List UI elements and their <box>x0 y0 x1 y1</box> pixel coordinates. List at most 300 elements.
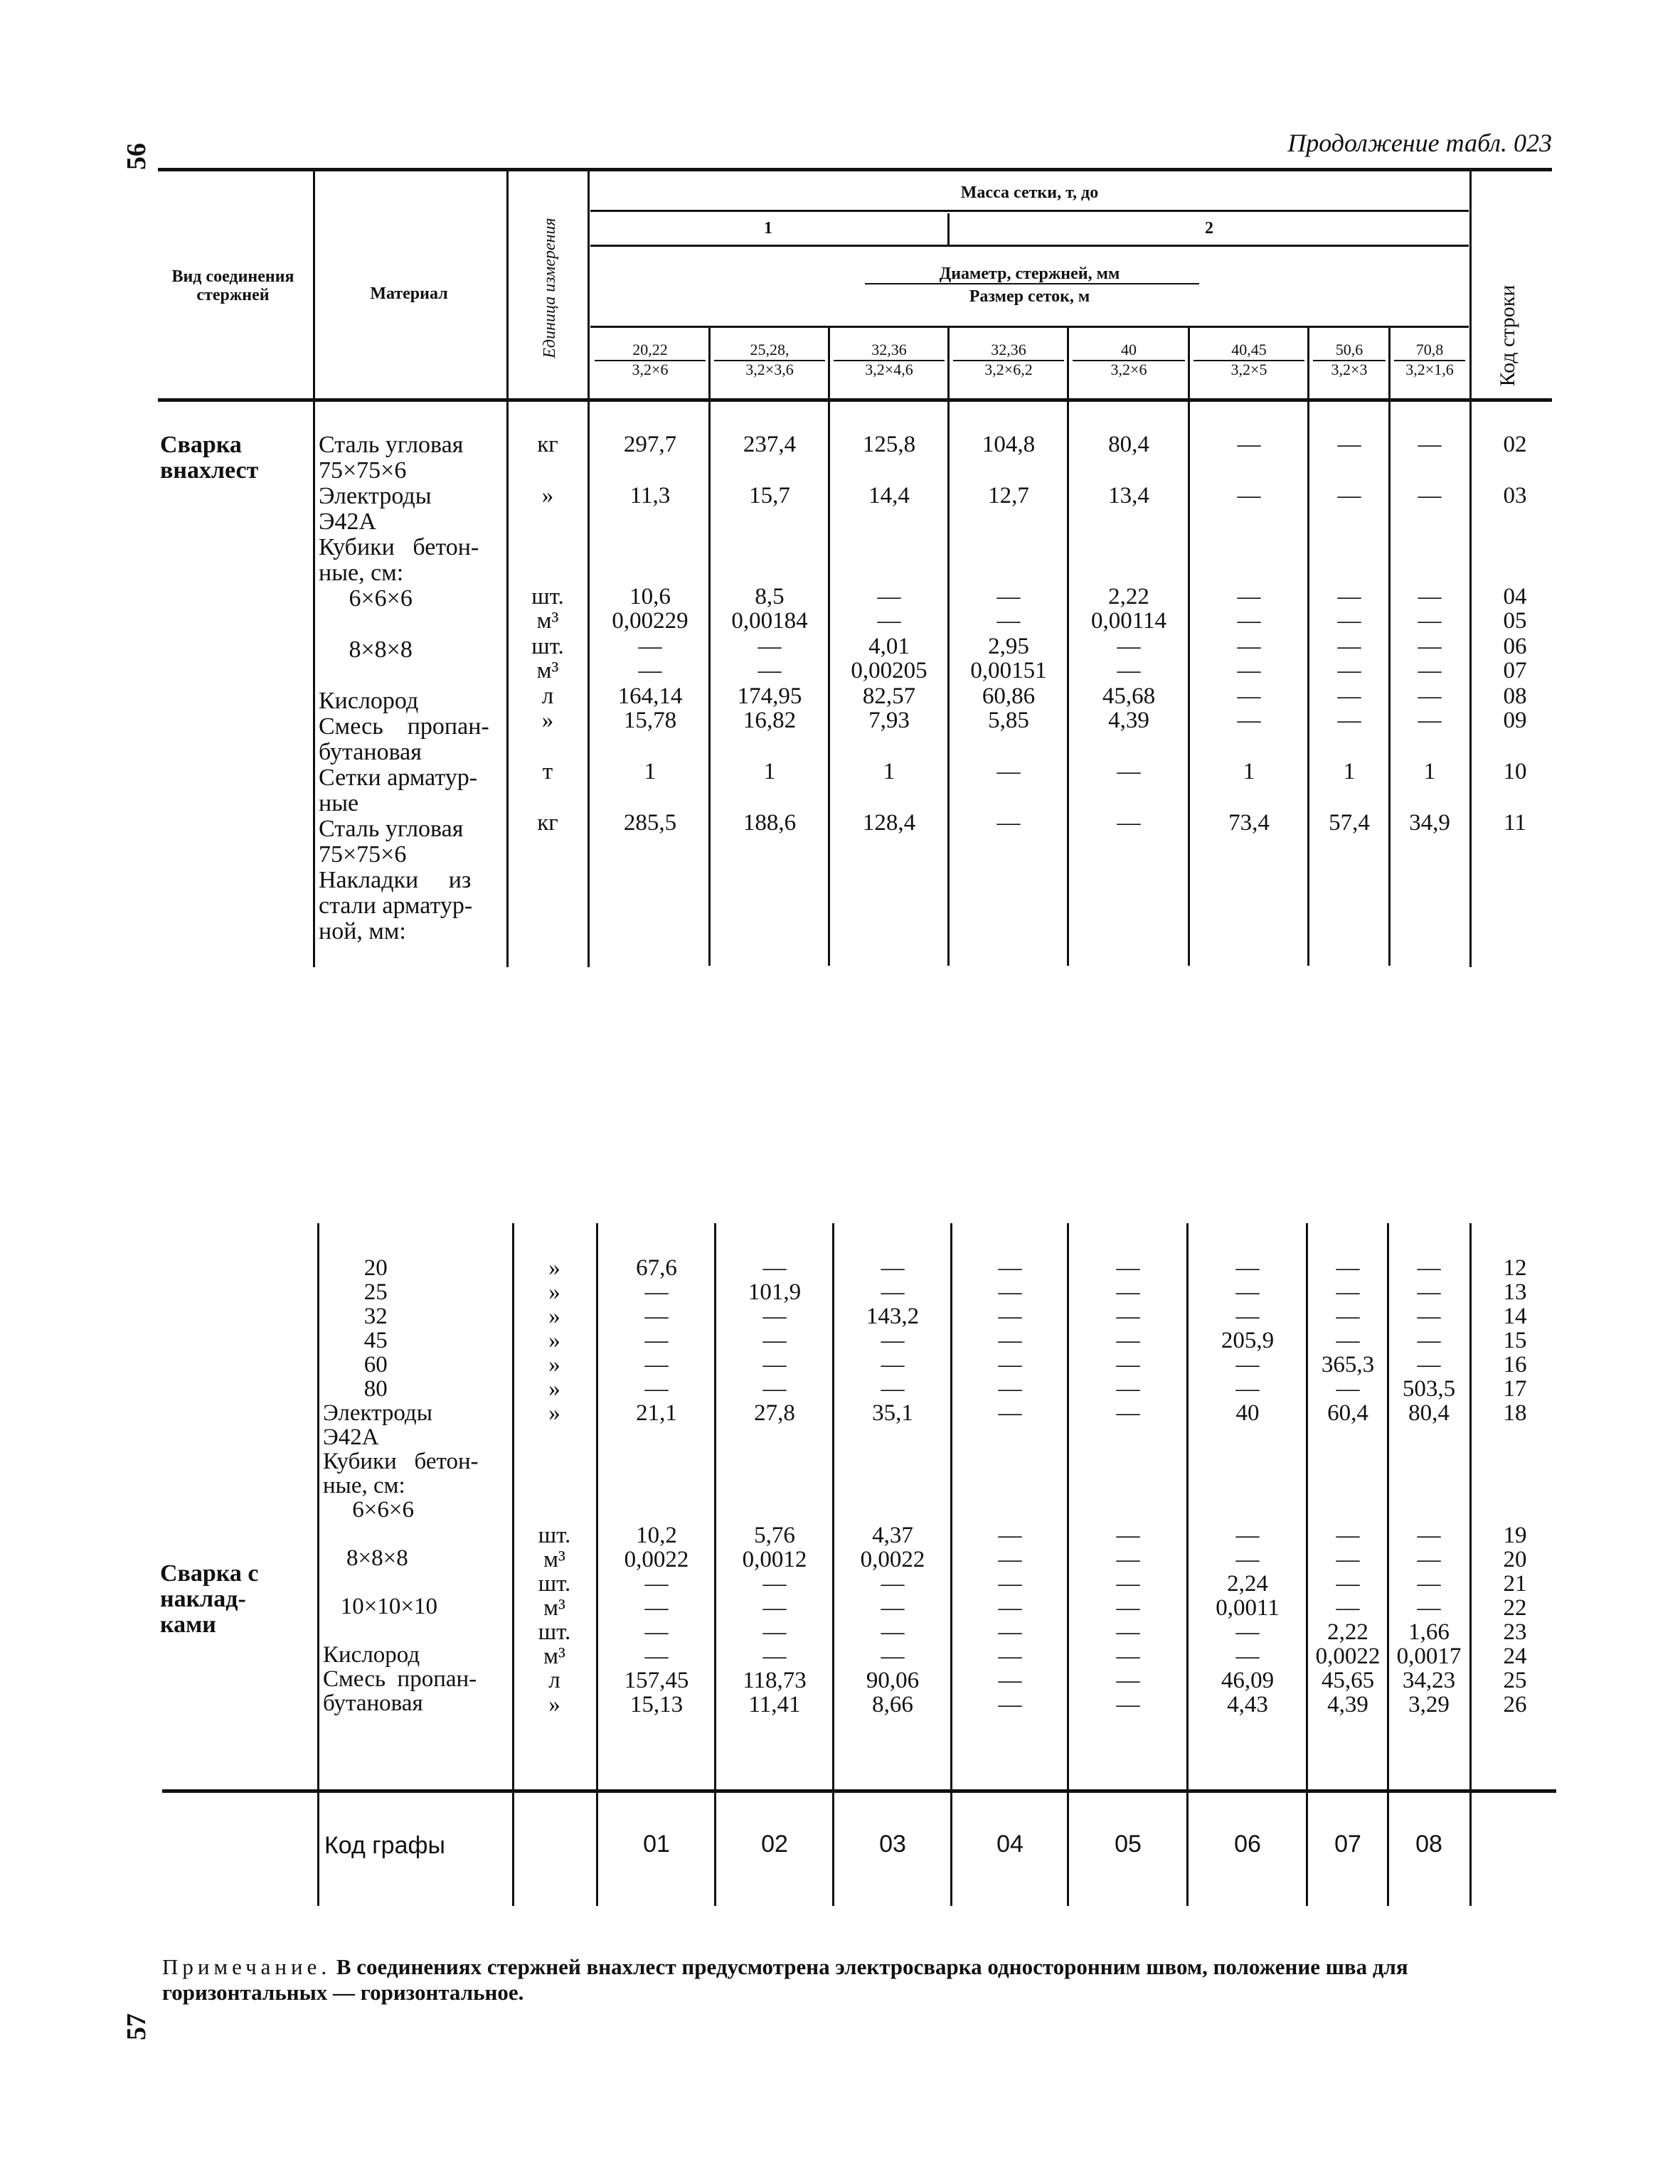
row-code-cell: 17 <box>1503 1376 1527 1402</box>
value-cell: — <box>762 1376 787 1402</box>
materials-plates: 20 25 32 45 60 80 Электроды Э42А Кубики бетон- ные, см: 6×6×6 8×8×8 10×10×10 Кислород Смесь пропан- бутановая <box>323 1255 479 1716</box>
row-code-cell: 26 <box>1503 1692 1527 1717</box>
subheader-2 <box>714 341 825 378</box>
row-code-cell: 15 <box>1503 1328 1527 1353</box>
value-cell: — <box>998 1644 1022 1669</box>
subheader-size: 3,2×3 <box>1331 361 1368 378</box>
col-header-mass-1: 1 <box>764 219 772 238</box>
unit-cell: м³ <box>536 658 559 683</box>
value-cell: 0,0022 <box>624 1547 689 1572</box>
value-cell: — <box>1235 1304 1260 1329</box>
value-cell: — <box>1337 683 1361 709</box>
value-cell: — <box>1116 1376 1140 1402</box>
subheader-diameter: 25,28, <box>714 341 825 361</box>
value-cell: — <box>1417 1547 1441 1572</box>
col-header-unit: Единица измерения <box>541 218 559 358</box>
value-cell: 4,43 <box>1227 1692 1268 1717</box>
value-cell: — <box>1116 1352 1140 1378</box>
value-cell: 5,76 <box>754 1523 795 1548</box>
value-cell: — <box>638 634 662 659</box>
subheader-diameter: 32,36 <box>953 341 1064 361</box>
value-cell: — <box>1417 1571 1441 1597</box>
value-cell: — <box>1418 658 1442 683</box>
value-cell: — <box>757 658 782 683</box>
value-cell: — <box>1417 1328 1441 1353</box>
value-cell: — <box>644 1376 669 1402</box>
page-number-bottom: 57 <box>122 2013 151 2040</box>
value-cell: 1 <box>644 759 656 784</box>
unit-cell: шт. <box>538 1619 571 1645</box>
row-code-cell: 07 <box>1503 658 1527 683</box>
value-cell: — <box>1336 1255 1360 1281</box>
value-cell: — <box>1418 608 1442 634</box>
subheader-4 <box>953 341 1064 378</box>
row-code-cell: 19 <box>1503 1523 1527 1548</box>
value-cell: — <box>881 1571 905 1597</box>
value-cell: 143,2 <box>866 1304 920 1329</box>
row-code-cell: 05 <box>1503 608 1527 634</box>
value-cell: — <box>1116 1400 1140 1426</box>
value-cell: 0,0022 <box>860 1547 925 1572</box>
unit-cell: м³ <box>543 1644 565 1669</box>
unit-cell: » <box>541 708 554 733</box>
value-cell: — <box>881 1352 905 1378</box>
subheader-diameter: 32,36 <box>834 341 945 361</box>
value-cell: — <box>1418 634 1442 659</box>
value-cell: — <box>1116 1668 1140 1693</box>
value-cell: — <box>762 1595 787 1621</box>
subheader-diameter: 40 <box>1073 341 1185 361</box>
value-cell: — <box>1417 1304 1441 1329</box>
value-cell: — <box>1237 608 1261 634</box>
value-cell: 128,4 <box>862 810 916 836</box>
value-cell: — <box>638 658 662 683</box>
unit-cell: л <box>548 1668 560 1693</box>
value-cell: 13,4 <box>1108 483 1149 508</box>
value-cell: — <box>998 1352 1022 1378</box>
value-cell: 118,73 <box>743 1668 807 1693</box>
value-cell: 15,7 <box>749 483 790 508</box>
unit-cell: » <box>548 1255 560 1281</box>
value-cell: — <box>1237 432 1261 457</box>
value-cell: — <box>762 1304 787 1329</box>
value-cell: 164,14 <box>617 683 683 709</box>
row-code-cell: 08 <box>1503 683 1527 709</box>
col-header-size: Размер сеток, м <box>969 287 1090 306</box>
value-cell: — <box>1417 1523 1441 1548</box>
unit-cell: м³ <box>543 1595 565 1621</box>
value-cell: 7,93 <box>868 708 910 733</box>
value-cell: — <box>881 1328 905 1353</box>
materials-overlap: Сталь угловая 75×75×6 Электроды Э42А Кубики бетон- ные, см: 6×6×6 8×8×8 Кислород Смесь пропан- бутановая Сетки арматур- ные Сталь угловая 75×75×6 Накладки из стали арматур- ной, мм: <box>319 432 489 944</box>
column-code-cell: 04 <box>996 1831 1024 1858</box>
value-cell: — <box>1235 1619 1260 1645</box>
subheader-size: 3,2×6 <box>632 361 669 378</box>
value-cell: — <box>998 1523 1022 1548</box>
value-cell: — <box>1116 1644 1140 1669</box>
value-cell: 1 <box>1343 759 1356 784</box>
value-cell: 0,0012 <box>742 1547 807 1572</box>
col-header-joint-type: Вид соединения стержней <box>171 267 294 304</box>
unit-cell: шт. <box>531 584 564 609</box>
value-cell: — <box>998 1328 1022 1353</box>
col-header-mass-2: 2 <box>1205 219 1213 238</box>
subheader-size: 3,2×1,6 <box>1405 361 1454 378</box>
value-cell: 2,95 <box>988 634 1029 659</box>
value-cell: — <box>644 1352 669 1378</box>
value-cell: 34,9 <box>1409 810 1450 836</box>
value-cell: 57,4 <box>1329 810 1370 836</box>
value-cell: 2,22 <box>1108 584 1149 609</box>
value-cell: — <box>1336 1376 1360 1402</box>
unit-cell: » <box>548 1352 560 1378</box>
row-code-cell: 23 <box>1503 1619 1527 1645</box>
value-cell: 8,66 <box>872 1692 913 1717</box>
value-cell: — <box>762 1352 787 1378</box>
value-cell: — <box>998 1595 1022 1621</box>
subheader-1 <box>595 341 706 378</box>
value-cell: — <box>996 584 1021 609</box>
value-cell: 297,7 <box>623 432 677 457</box>
row-code-cell: 04 <box>1503 584 1527 609</box>
value-cell: 2,24 <box>1227 1571 1268 1597</box>
value-cell: 125,8 <box>862 432 916 457</box>
note-text: В соединениях стержней внахлест предусмотрена электросварка односторонним швом, положение шва для горизонтальных — горизонтальное. <box>162 1954 1408 2005</box>
value-cell: — <box>1237 483 1261 508</box>
joint-label-overlap: Сварка внахлест <box>160 432 259 484</box>
value-cell: — <box>998 1692 1022 1717</box>
value-cell: 0,00184 <box>731 608 808 634</box>
subheader-size: 3,2×5 <box>1230 361 1267 378</box>
subheader-diameter: 20,22 <box>595 341 706 361</box>
value-cell: 0,00229 <box>612 608 689 634</box>
value-cell: 60,86 <box>982 683 1036 709</box>
row-code-cell: 11 <box>1504 810 1526 836</box>
subheader-diameter: 70,8 <box>1394 341 1465 361</box>
value-cell: — <box>1235 1255 1260 1281</box>
value-cell: 45,68 <box>1102 683 1156 709</box>
value-cell: — <box>1337 608 1361 634</box>
subheader-7 <box>1313 341 1386 378</box>
value-cell: — <box>1235 1279 1260 1305</box>
value-cell: 2,22 <box>1327 1619 1368 1645</box>
unit-cell: л <box>541 683 554 709</box>
value-cell: 3,29 <box>1408 1692 1450 1717</box>
value-cell: 80,4 <box>1108 432 1149 457</box>
row-code-cell: 25 <box>1503 1668 1527 1693</box>
value-cell: — <box>998 1668 1022 1693</box>
continuation-title: Продолжение табл. 023 <box>1287 129 1552 157</box>
value-cell: 4,01 <box>868 634 910 659</box>
value-cell: 0,0011 <box>1216 1595 1280 1621</box>
value-cell: 157,45 <box>624 1668 689 1693</box>
value-cell: — <box>1235 1644 1260 1669</box>
value-cell: — <box>881 1619 905 1645</box>
row-code-cell: 14 <box>1503 1304 1527 1329</box>
unit-cell: » <box>548 1400 560 1426</box>
value-cell: 35,1 <box>872 1400 913 1426</box>
value-cell: — <box>644 1279 669 1305</box>
value-cell: — <box>881 1595 905 1621</box>
value-cell: — <box>1237 683 1261 709</box>
row-code-cell: 24 <box>1503 1644 1527 1669</box>
value-cell: — <box>1235 1352 1260 1378</box>
value-cell: — <box>877 608 901 634</box>
value-cell: — <box>998 1376 1022 1402</box>
value-cell: 1,66 <box>1408 1619 1450 1645</box>
value-cell: — <box>1116 1328 1140 1353</box>
value-cell: — <box>1418 708 1442 733</box>
value-cell: — <box>1336 1523 1360 1548</box>
value-cell: 285,5 <box>623 810 677 836</box>
value-cell: 104,8 <box>982 432 1036 457</box>
value-cell: — <box>1116 1255 1140 1281</box>
col-header-material: Материал <box>370 284 448 303</box>
row-code-cell: 21 <box>1503 1571 1527 1597</box>
subheader-size: 3,2×6,2 <box>984 361 1033 378</box>
value-cell: — <box>1235 1523 1260 1548</box>
value-cell: — <box>881 1376 905 1402</box>
value-cell: — <box>1237 584 1261 609</box>
unit-cell: т <box>542 759 553 784</box>
subheader-8 <box>1394 341 1465 378</box>
value-cell: — <box>1237 658 1261 683</box>
subheader-size: 3,2×3,6 <box>745 361 794 378</box>
row-code-cell: 09 <box>1503 708 1527 733</box>
value-cell: — <box>881 1644 905 1669</box>
value-cell: 60,4 <box>1327 1400 1368 1426</box>
value-cell: — <box>757 634 782 659</box>
value-cell: — <box>1116 1523 1140 1548</box>
value-cell: 0,00205 <box>851 658 927 683</box>
value-cell: — <box>1117 759 1141 784</box>
value-cell: 101,9 <box>748 1279 802 1305</box>
value-cell: — <box>1336 1571 1360 1597</box>
value-cell: — <box>762 1644 787 1669</box>
value-cell: 45,65 <box>1321 1668 1375 1693</box>
value-cell: — <box>1117 658 1141 683</box>
value-cell: — <box>762 1571 787 1597</box>
value-cell: — <box>998 1619 1022 1645</box>
row-code-cell: 10 <box>1503 759 1527 784</box>
value-cell: 4,39 <box>1327 1692 1368 1717</box>
value-cell: — <box>998 1279 1022 1305</box>
value-cell: — <box>1116 1304 1140 1329</box>
value-cell: 4,37 <box>872 1523 913 1548</box>
value-cell: — <box>1116 1692 1140 1717</box>
value-cell: 11,3 <box>629 483 671 508</box>
column-code-cell: 05 <box>1115 1831 1142 1858</box>
unit-cell: » <box>548 1328 560 1353</box>
value-cell: — <box>1417 1255 1441 1281</box>
value-cell: 14,4 <box>868 483 910 508</box>
value-cell: 1 <box>1423 759 1436 784</box>
row-code-cell: 16 <box>1503 1352 1527 1378</box>
row-code-cell: 18 <box>1503 1400 1527 1426</box>
value-cell: — <box>1337 584 1361 609</box>
value-cell: — <box>1336 1279 1360 1305</box>
value-cell: — <box>1417 1352 1441 1378</box>
unit-cell: » <box>548 1304 560 1329</box>
value-cell: — <box>1337 658 1361 683</box>
value-cell: — <box>644 1328 669 1353</box>
value-cell: — <box>1336 1304 1360 1329</box>
value-cell: 40 <box>1235 1400 1260 1426</box>
value-cell: 10,6 <box>629 584 671 609</box>
value-cell: 15,13 <box>629 1692 684 1717</box>
row-code-cell: 06 <box>1503 634 1527 659</box>
value-cell: — <box>1235 1376 1260 1402</box>
value-cell: — <box>1237 708 1261 733</box>
value-cell: — <box>762 1328 787 1353</box>
unit-cell: шт. <box>531 634 564 659</box>
value-cell: — <box>1116 1595 1140 1621</box>
value-cell: — <box>1116 1619 1140 1645</box>
unit-cell: » <box>548 1279 560 1305</box>
value-cell: 21,1 <box>636 1400 677 1426</box>
value-cell: 8,5 <box>755 584 785 609</box>
value-cell: — <box>644 1644 669 1669</box>
column-code-cell: 07 <box>1334 1831 1361 1858</box>
row-code-cell: 22 <box>1503 1595 1527 1621</box>
value-cell: 237,4 <box>743 432 797 457</box>
value-cell: — <box>1336 1328 1360 1353</box>
value-cell: — <box>644 1304 669 1329</box>
subheader-diameter: 50,6 <box>1313 341 1386 361</box>
value-cell: 67,6 <box>636 1255 677 1281</box>
row-code-cell: 20 <box>1503 1547 1527 1572</box>
value-cell: 11,41 <box>748 1692 801 1717</box>
value-cell: — <box>998 1571 1022 1597</box>
value-cell: 34,23 <box>1402 1668 1456 1693</box>
column-code-cell: 03 <box>879 1831 906 1858</box>
column-code-cell: 01 <box>643 1831 670 1858</box>
value-cell: 27,8 <box>754 1400 795 1426</box>
value-cell: — <box>996 810 1021 836</box>
value-cell: 82,57 <box>862 683 916 709</box>
value-cell: — <box>1337 432 1361 457</box>
value-cell: — <box>644 1595 669 1621</box>
value-cell: — <box>1117 634 1141 659</box>
value-cell: 73,4 <box>1228 810 1270 836</box>
value-cell: — <box>877 584 901 609</box>
value-cell: — <box>762 1255 787 1281</box>
value-cell: — <box>998 1547 1022 1572</box>
value-cell: 12,7 <box>988 483 1029 508</box>
value-cell: — <box>1418 584 1442 609</box>
value-cell: — <box>644 1571 669 1597</box>
value-cell: — <box>1417 1595 1441 1621</box>
value-cell: 174,95 <box>737 683 802 709</box>
unit-cell: » <box>541 483 554 508</box>
value-cell: — <box>1337 634 1361 659</box>
value-cell: 1 <box>883 759 895 784</box>
value-cell: — <box>1418 432 1442 457</box>
column-code-cell: 08 <box>1415 1831 1442 1858</box>
column-code-cell: 02 <box>761 1831 788 1858</box>
subheader-6 <box>1193 341 1304 378</box>
value-cell: 15,78 <box>623 708 677 733</box>
value-cell: 16,82 <box>743 708 797 733</box>
value-cell: — <box>998 1255 1022 1281</box>
value-cell: — <box>996 608 1021 634</box>
value-cell: 205,9 <box>1221 1328 1275 1353</box>
value-cell: 1 <box>763 759 776 784</box>
value-cell: — <box>1117 810 1141 836</box>
value-cell: 1 <box>1243 759 1255 784</box>
unit-cell: шт. <box>538 1523 571 1548</box>
value-cell: — <box>996 759 1021 784</box>
value-cell: 365,3 <box>1321 1352 1375 1378</box>
note <box>162 1954 1549 2005</box>
col-header-row-code: Код строки <box>1496 284 1519 387</box>
value-cell: — <box>1418 483 1442 508</box>
subheader-size: 3,2×6 <box>1110 361 1147 378</box>
value-cell: — <box>1337 483 1361 508</box>
note-title: Примечание. <box>162 1954 331 1979</box>
subheader-size: 3,2×4,6 <box>865 361 913 378</box>
value-cell: — <box>881 1279 905 1305</box>
value-cell: — <box>1116 1279 1140 1305</box>
subheader-5 <box>1073 341 1185 378</box>
value-cell: 46,09 <box>1221 1668 1275 1693</box>
unit-cell: м³ <box>536 608 559 634</box>
joint-label-plates: Сварка с наклад- ками <box>160 1560 259 1638</box>
value-cell: — <box>1337 708 1361 733</box>
value-cell: 4,39 <box>1108 708 1149 733</box>
value-cell: — <box>998 1304 1022 1329</box>
row-code-cell: 13 <box>1503 1279 1527 1305</box>
row-code-cell: 02 <box>1503 432 1527 457</box>
value-cell: 80,4 <box>1408 1400 1450 1426</box>
value-cell: 90,06 <box>866 1668 920 1693</box>
value-cell: — <box>1235 1547 1260 1572</box>
value-cell: 0,00151 <box>970 658 1047 683</box>
unit-cell: кг <box>537 432 558 457</box>
value-cell: — <box>1336 1547 1360 1572</box>
value-cell: — <box>1336 1595 1360 1621</box>
row-code-cell: 12 <box>1503 1255 1527 1281</box>
unit-cell: » <box>548 1376 560 1402</box>
value-cell: 503,5 <box>1402 1376 1456 1402</box>
value-cell: — <box>1418 683 1442 709</box>
value-cell: — <box>1116 1571 1140 1597</box>
value-cell: 188,6 <box>743 810 797 836</box>
footer-label: Код графы <box>324 1832 445 1859</box>
subheader-diameter: 40,45 <box>1193 341 1304 361</box>
unit-cell: шт. <box>538 1571 571 1597</box>
unit-cell: м³ <box>543 1547 565 1572</box>
value-cell: — <box>1417 1279 1441 1305</box>
value-cell: 5,85 <box>988 708 1029 733</box>
row-code-cell: 03 <box>1503 483 1527 508</box>
value-cell: 0,0017 <box>1396 1644 1462 1669</box>
value-cell: 0,00114 <box>1090 608 1167 634</box>
value-cell: — <box>762 1619 787 1645</box>
value-cell: — <box>1116 1547 1140 1572</box>
value-cell: — <box>1237 634 1261 659</box>
unit-cell: кг <box>537 810 558 836</box>
value-cell: — <box>998 1400 1022 1426</box>
unit-cell: » <box>548 1692 560 1717</box>
value-cell: — <box>881 1255 905 1281</box>
value-cell: 0,0022 <box>1315 1644 1381 1669</box>
subheader-3 <box>834 341 945 378</box>
page-number-top: 56 <box>122 143 151 170</box>
col-header-mass: Масса сетки, т, до <box>960 183 1099 202</box>
value-cell: — <box>644 1619 669 1645</box>
value-cell: 10,2 <box>636 1523 677 1548</box>
